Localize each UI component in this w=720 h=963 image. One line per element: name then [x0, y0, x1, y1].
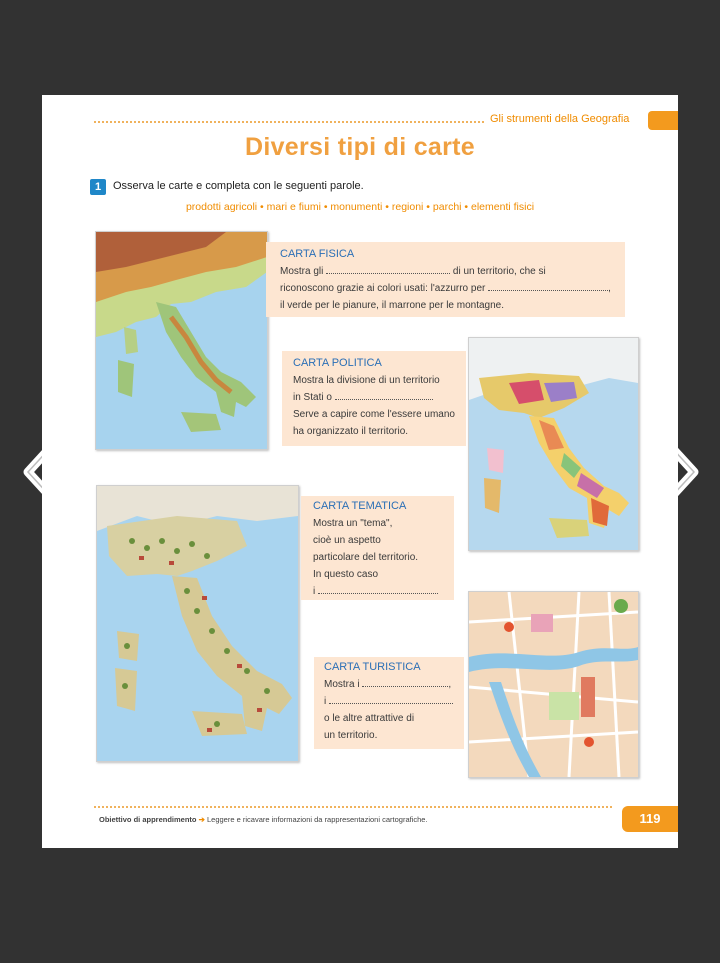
card-tourist-heading: CARTA TURISTICA	[324, 661, 421, 673]
word-bank: prodotti agricoli • mari e fiumi • monumenti • regioni • parchi • elementi fisici	[185, 201, 535, 213]
card-physical	[266, 242, 625, 317]
card-tourist	[314, 657, 464, 749]
political-map-image	[468, 337, 639, 551]
arrow-right-icon: ➔	[198, 815, 205, 824]
card-political-text-2: in Stati o	[293, 392, 332, 403]
page-title: Diversi tipi di carte	[245, 133, 475, 161]
card-thematic-text-5: i	[313, 586, 316, 597]
blank-physical-1[interactable]	[326, 265, 450, 274]
card-physical-text-2: riconoscono grazie ai colori usati: l'azzurro per	[280, 283, 486, 294]
blank-tourist-2[interactable]	[329, 695, 453, 704]
blank-tourist-1[interactable]	[362, 678, 448, 687]
blank-physical-2[interactable]	[488, 282, 608, 291]
card-political-text-4: ha organizzato il territorio.	[293, 426, 409, 437]
card-political-text-3: Serve a capire come l'essere umano	[293, 409, 455, 420]
header-dotted-rule	[94, 121, 484, 123]
card-thematic-text-1: Mostra un "tema",	[313, 518, 393, 529]
section-tab	[648, 111, 678, 130]
learning-objective-label: Obiettivo di apprendimento	[99, 815, 197, 824]
card-tourist-text-3: o le altre attrattive di	[324, 713, 415, 724]
footer-dotted-rule	[94, 806, 612, 808]
thematic-map-image	[96, 485, 299, 762]
card-tourist-text-1: Mostra i	[324, 679, 360, 690]
comma: ,	[448, 679, 452, 690]
card-tourist-text-2: i	[324, 696, 327, 707]
card-thematic-text-4: In questo caso	[313, 569, 379, 580]
exercise-instruction: Osserva le carte e completa con le seguenti parole.	[113, 180, 364, 192]
card-thematic-text-3: particolare del territorio.	[313, 552, 419, 563]
card-thematic	[301, 496, 454, 600]
card-thematic-text-2: cioè un aspetto	[313, 535, 381, 546]
page-number: 119	[622, 806, 678, 832]
blank-thematic-1[interactable]	[318, 585, 438, 594]
learning-objective-text: Leggere e ricavare informazioni da rappresentazioni cartografiche.	[207, 815, 428, 824]
learning-objective	[99, 815, 428, 824]
book-page	[42, 95, 678, 848]
tourist-map-image	[468, 591, 639, 778]
card-political	[282, 351, 466, 446]
card-political-text-1: Mostra la divisione di un territorio	[293, 375, 440, 386]
physical-map-image	[95, 231, 268, 450]
blank-political-1[interactable]	[335, 391, 433, 400]
card-political-heading: CARTA POLITICA	[293, 357, 382, 369]
card-physical-text-3: il verde per le pianure, il marrone per le montagne.	[280, 300, 505, 311]
card-physical-text-1b: di un territorio, che si	[452, 266, 546, 277]
card-tourist-text-4: un territorio.	[324, 730, 378, 741]
section-label: Gli strumenti della Geografia	[490, 113, 630, 125]
exercise-number: 1	[90, 179, 106, 195]
card-thematic-heading: CARTA TEMATICA	[313, 500, 407, 512]
comma: ,	[608, 283, 611, 294]
card-physical-heading: CARTA FISICA	[280, 248, 355, 260]
card-physical-text-1a: Mostra gli	[280, 266, 324, 277]
